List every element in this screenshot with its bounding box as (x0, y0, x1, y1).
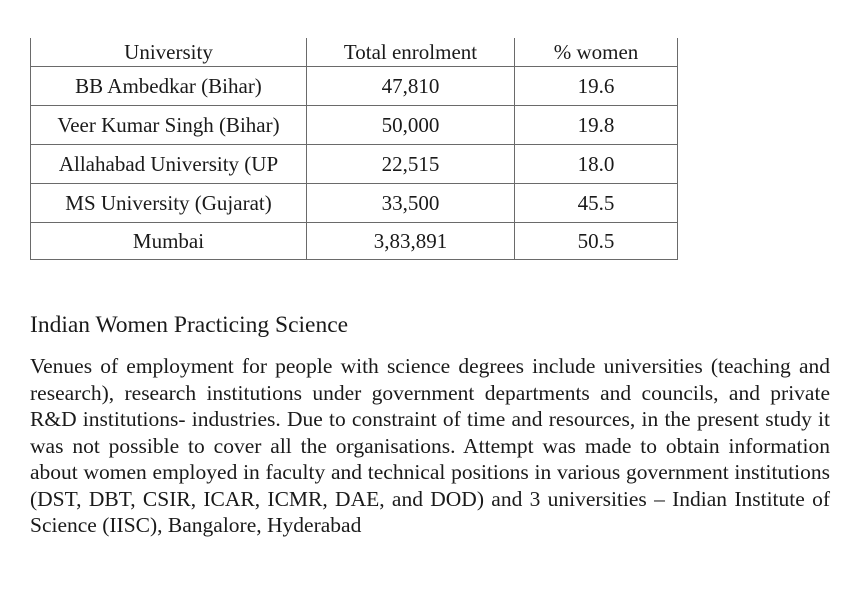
table-row (31, 223, 678, 260)
table-row (31, 67, 678, 106)
cell-university: MS University (Gujarat) (31, 184, 307, 223)
cell-total-enrolment: 47,810 (307, 67, 515, 106)
header-total-enrolment: Total enrolment (307, 38, 515, 67)
table-row (31, 184, 678, 223)
header-percent-women: % women (515, 38, 678, 67)
cell-percent-women: 19.8 (515, 106, 678, 145)
cell-university: Veer Kumar Singh (Bihar) (31, 106, 307, 145)
cell-percent-women: 18.0 (515, 145, 678, 184)
table-header-row (31, 38, 678, 67)
table-row (31, 106, 678, 145)
cell-university: Mumbai (31, 223, 307, 260)
cell-percent-women: 50.5 (515, 223, 678, 260)
cell-total-enrolment: 33,500 (307, 184, 515, 223)
enrolment-table (30, 38, 678, 260)
section-heading: Indian Women Practicing Science (30, 312, 349, 338)
cell-percent-women: 19.6 (515, 67, 678, 106)
header-university: University (31, 38, 307, 67)
table-row (31, 145, 678, 184)
body-paragraph: Venues of employment for people with science degrees include universities (teaching and research), research institutions under government departments and councils, and private R&D institutions- industries. Due to constraint of time and resources, in the present study it was not possible to cover all the organisations. Attempt was made to obtain information about women employed in faculty and technical positions in various government institutions (DST, DBT, CSIR, ICAR, ICMR, DAE, and DOD) and 3 universities – Indian Institute of Science (IISC), Bangalore, Hyderabad (30, 354, 830, 537)
cell-percent-women: 45.5 (515, 184, 678, 223)
cell-total-enrolment: 22,515 (307, 145, 515, 184)
cell-total-enrolment: 3,83,891 (307, 223, 515, 260)
cell-total-enrolment: 50,000 (307, 106, 515, 145)
cell-university: BB Ambedkar (Bihar) (31, 67, 307, 106)
cell-university: Allahabad University (UP (31, 145, 307, 184)
